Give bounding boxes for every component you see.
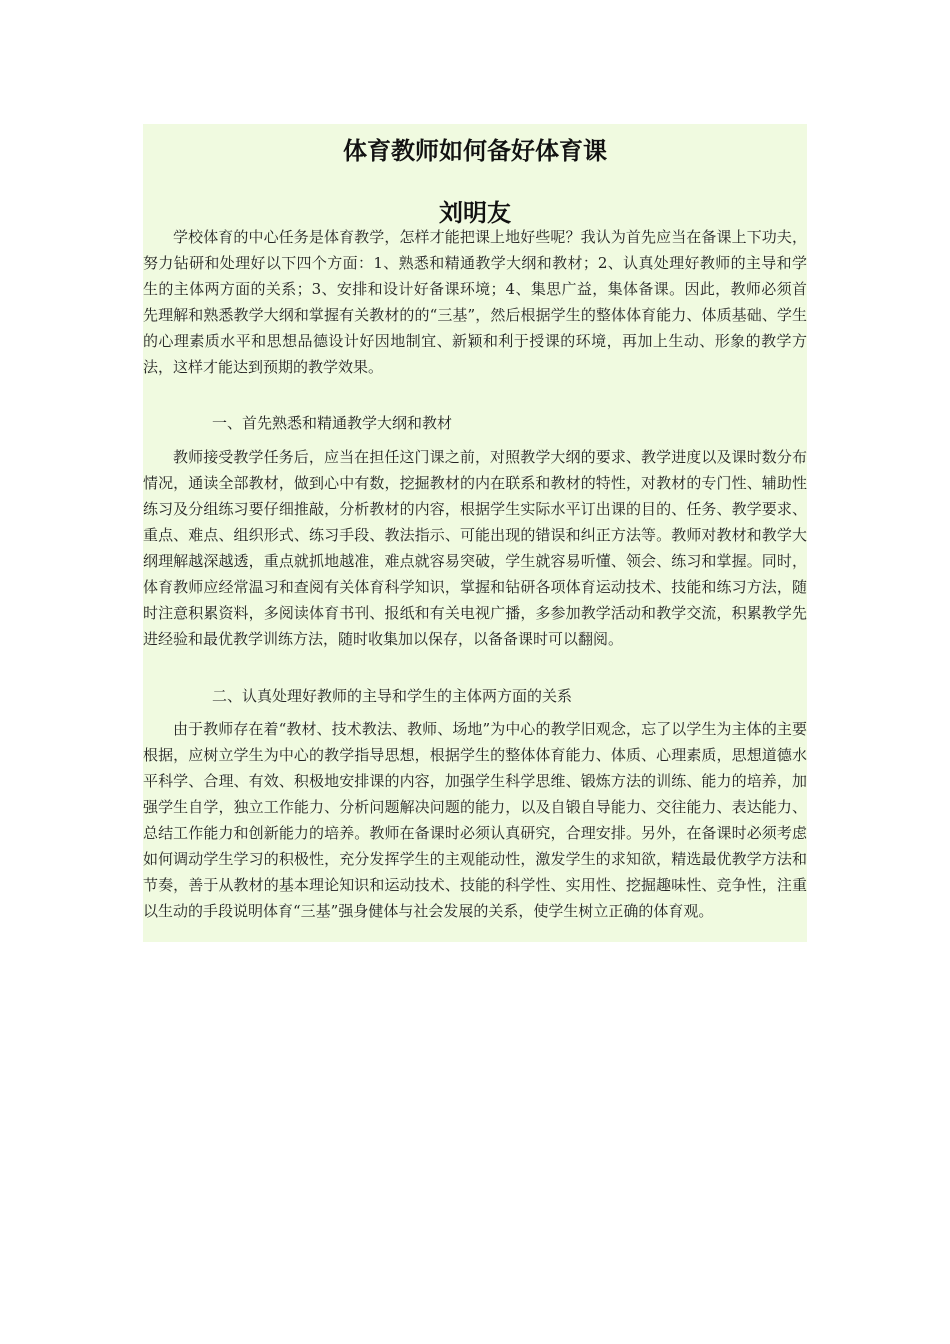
section-1-paragraph: 教师接受教学任务后，应当在担任这门课之前，对照教学大纲的要求、教学进度以及课时数分布情况，通读全部教材，做到心中有数，挖掘教材的内在联系和教材的特性，对教材的专门性、辅助性练习及分组练习要仔细推敲，分析教材的内容，根据学生实际水平订出课的目的、任务、教学要求、重点、难点、组织形式、练习手段、教法指示、可能出现的错误和纠正方法等。教师对教材和教学大纲理解越深越透，重点就抓地越准，难点就容易突破，学生就容易听懂、领会、练习和掌握。同时，体育教师应经常温习和查阅有关体育科学知识，掌握和钻研各项体育运动技术、技能和练习方法，随时注意积累资料，多阅读体育书刊、报纸和有关电视广播，多参加教学活动和教学交流，积累教学先进经验和最优教学训练方法，随时收集加以保存，以备备课时可以翻阅。: [143, 448, 807, 648]
section-1-heading: 一、首先熟悉和精通教学大纲和教材: [212, 414, 453, 432]
section-2-heading: 二、认真处理好教师的主导和学生的主体两方面的关系: [212, 687, 573, 705]
intro-paragraph: 学校体育的中心任务是体育教学，怎样才能把课上地好些呢？我认为首先应当在备课上下功夫，努力钻研和处理好以下四个方面：1、熟悉和精通教学大纲和教材；2、认真处理好教师的主导和学生的主体两方面的关系；3、安排和设计好备课环境；4、集思广益，集体备课。因此，教师必须首先理解和熟悉教学大纲和掌握有关教材的的“三基”，然后根据学生的整体体育能力、体质基础、学生的心理素质水平和思想品德设计好因地制宜、新颖和利于授课的环境，再加上生动、形象的教学方法，这样才能达到预期的教学效果。: [143, 228, 807, 376]
document-text-block: [143, 124, 807, 942]
document-title: 体育教师如何备好体育课: [343, 137, 607, 165]
document-author: 刘明友: [439, 199, 511, 227]
section-2-paragraph: 由于教师存在着“教材、技术教法、教师、场地”为中心的教学旧观念，忘了以学生为主体的主要根据，应树立学生为中心的教学指导思想，根据学生的整体体育能力、体质、心理素质，思想道德水平科学、合理、有效、积极地安排课的内容，加强学生科学思维、锻炼方法的训练、能力的培养，加强学生自学，独立工作能力、分析问题解决问题的能力，以及自锻自导能力、交往能力、表达能力、总结工作能力和创新能力的培养。教师在备课时必须认真研究，合理安排。另外，在备课时必须考虑如何调动学生学习的积极性，充分发挥学生的主观能动性，激发学生的求知欲，精选最优教学方法和节奏，善于从教材的基本理论知识和运动技术、技能的科学性、实用性、挖掘趣味性、竞争性，注重以生动的手段说明体育“三基”强身健体与社会发展的关系，使学生树立正确的体育观。: [143, 720, 807, 920]
